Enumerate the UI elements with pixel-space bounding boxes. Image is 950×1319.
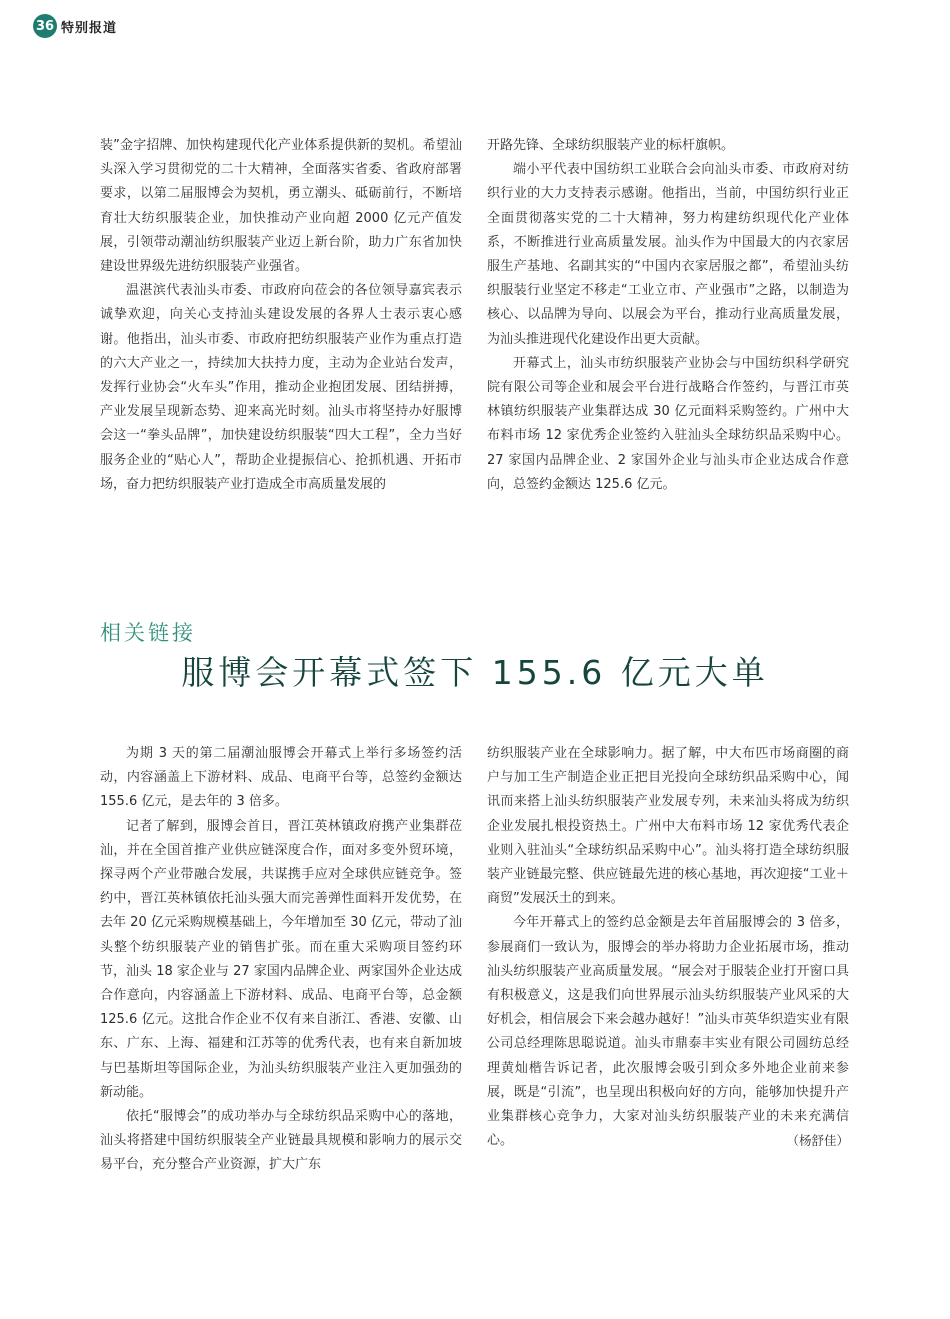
paragraph: 纺织服装产业在全球影响力。据了解，中大布匹市场商圈的商户与加工生产制造企业正把目光投向全球纺织品采购中心，闻讯而来搭上汕头纺织服装产业发展专列，未来汕头将成为纺织企业发展扎根投资热土。广州中大布料市场 12 家优秀代表企业则入驻汕头“全球纺织品采购中心”。汕头将打造全球纺织服装产业链最完整、供应链最先进的核心基地，再次迎接“工业＋商贸”发展沃土的到来。 <box>487 746 849 907</box>
author-byline: （杨舒佳） <box>786 1133 849 1149</box>
paragraph: 依托“服博会”的成功举办与全球纺织品采购中心的落地，汕头将搭建中国纺织服装全产业链最具规模和影响力的展示交易平台，充分整合产业资源，扩大广东 <box>100 1109 462 1173</box>
related-links-kicker: 相关链接 <box>100 621 196 645</box>
page-number-badge: 36 <box>33 14 57 38</box>
paragraph: 温湛滨代表汕头市委、市政府向莅会的各位领导嘉宾表示诚挚欢迎，向关心支持汕头建设发展的各界人士表示衷心感谢。他指出，汕头市委、市政府把纺织服装产业作为重点打造的六大产业之一，持续加大扶持力度，主动为企业站台发声，发挥行业协会“火车头”作用，推动企业抱团发展、团结拼搏，产业发展呈现新态势、迎来高光时刻。汕头市将坚持办好服博会这一“拳头品牌”，加快建设纺织服装“四大工程”，全力当好服务企业的“贴心人”，帮助企业提振信心、抢抓机遇、开拓市场，奋力把纺织服装产业打造成全市高质量发展的 <box>100 283 462 492</box>
paragraph: 开路先锋、全球纺织服装产业的标杆旗帜。 <box>487 138 735 153</box>
article-column-top-right <box>487 134 849 497</box>
paragraph: 记者了解到，服博会首日，晋江英林镇政府携产业集群莅汕，并在全国首推产业供应链深度合作，面对多变外贸环境，探寻两个产业带融合发展，共谋携手应对全球供应链竞争。签约中，晋江英林镇依托汕头强大而完善弹性面料开发优势，在去年 20 亿元采购规模基础上，今年增加至 30 亿元，带动了汕头整个纺织服装产业的销售扩张。而在重大采购项目签约环节，汕头 18 家企业与 27 家国内品牌企业、两家国外企业达成合作意向，内容涵盖上下游材料、成品、电商平台等，总金额 125.6 亿元。这批合作企业不仅有来自浙江、香港、安徽、山东、广东、上海、福建和江苏等的优秀代表，也有来自新加坡与巴基斯坦等国际企业，为汕头纺织服装产业注入更加强劲的新动能。 <box>100 818 462 1100</box>
paragraph: 装”金字招牌、加快构建现代化产业体系提供新的契机。希望汕头深入学习贯彻党的二十大精神，全面落实省委、省政府部署要求，以第二届服博会为契机，勇立潮头、砥砺前行，不断培育壮大纺织服装企业，加快推动产业向超 2000 亿元产值发展，引领带动潮汕纺织服装产业迈上新台阶，助力广东省加快建设世界级先进纺织服装产业强省。 <box>100 138 462 275</box>
paragraph: 开幕式上，汕头市纺织服装产业协会与中国纺织科学研究院有限公司等企业和展会平台进行战略合作签约，与晋江市英林镇纺织服装产业集群达成 30 亿元面料采购签约。广州中大布料市场 12 家优秀企业签约入驻汕头全球纺织品采购中心。27 家国内品牌企业、2 家国外企业与汕头市企业达成合作意向，总签约金额达 125.6 亿元。 <box>487 355 849 492</box>
page-header <box>33 14 117 38</box>
paragraph: 为期 3 天的第二届潮汕服博会开幕式上举行多场签约活动，内容涵盖上下游材料、成品、电商平台等，总签约金额达 155.6 亿元，是去年的 3 倍多。 <box>100 746 462 810</box>
paragraph: 端小平代表中国纺织工业联合会向汕头市委、市政府对纺织行业的大力支持表示感谢。他指出，当前，中国纺织行业正全面贯彻落实党的二十大精神，努力构建纺织现代化产业体系，不断推进行业高质量发展。汕头作为中国最大的内衣家居服生产基地、名副其实的“中国内衣家居服之都”，希望汕头纺织服装行业坚定不移走“工业立市、产业强市”之路，以制造为核心、以品牌为导向、以展会为平台，推动行业高质量发展，为汕头推进现代化建设作出更大贡献。 <box>487 162 849 347</box>
section-title: 特别报道 <box>61 20 118 36</box>
related-article-headline: 服博会开幕式签下 155.6 亿元大单 <box>181 653 769 692</box>
paragraph: 今年开幕式上的签约总金额是去年首届服博会的 3 倍多，参展商们一致认为，服博会的举办将助力企业拓展市场，推动汕头纺织服装产业高质量发展。“展会对于服装企业打开窗口具有积极意义，这是我们向世界展示汕头纺织服装产业风采的大好机会，相信展会下来会越办越好！”汕头市英华织造实业有限公司总经理陈思聪说道。汕头市鼎泰丰实业有限公司圆纺总经理黄灿楷告诉记者，此次服博会吸引到众多外地企业前来参展，既是“引流”，也呈现出积极向好的方向，能够加快提升产业集群核心竞争力，大家对汕头纺织服装产业的未来充满信心。 <box>487 915 849 1149</box>
article-column-bottom-right <box>487 742 849 1154</box>
article-column-bottom-left <box>100 742 462 1178</box>
article-column-top-left <box>100 134 462 497</box>
